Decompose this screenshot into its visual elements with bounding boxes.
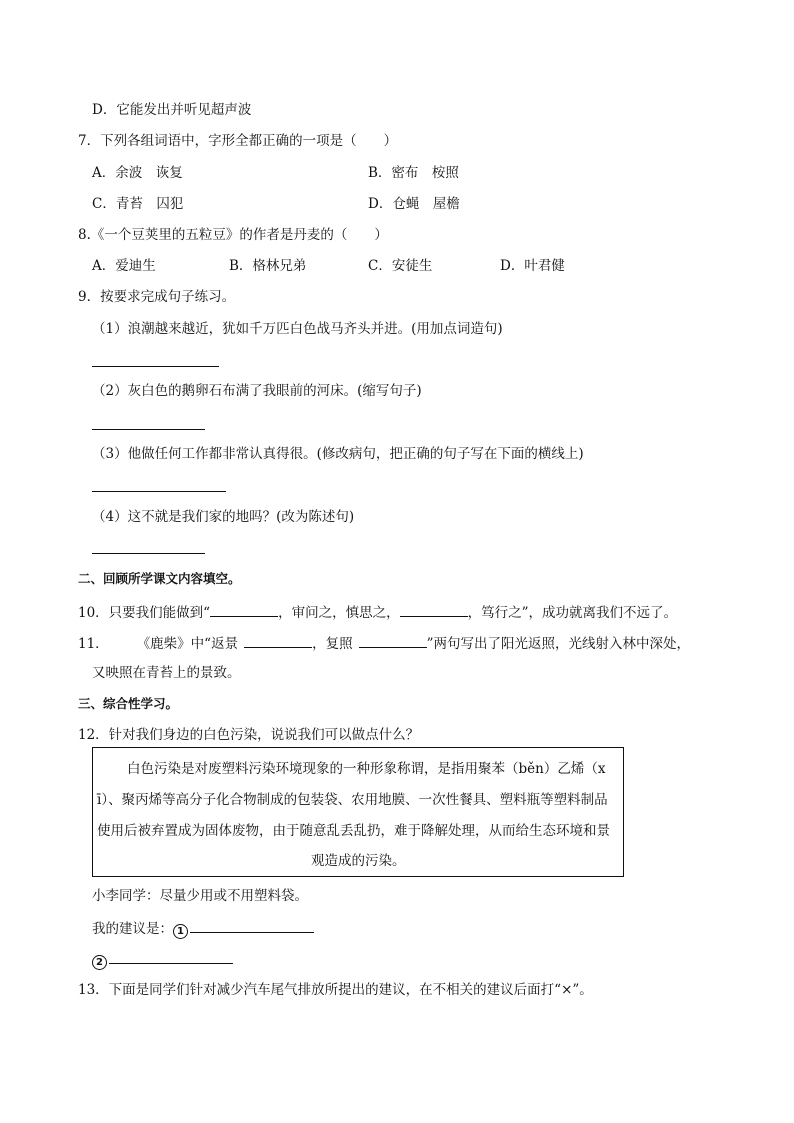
q9-answer-line-3[interactable] (92, 491, 226, 492)
q12-passage-line-4: 观造成的污染。 (311, 853, 406, 869)
circled-two-icon: 2 (92, 955, 107, 970)
q10-blank-1[interactable] (210, 602, 278, 617)
q12-answer-line-2[interactable] (109, 949, 233, 964)
q10-text-2: ，审问之，慎思之， (278, 605, 400, 621)
q6-option-d: D．它能发出并听见超声波 (92, 102, 252, 118)
q10 (78, 602, 677, 622)
q9-answer-line-2[interactable] (92, 429, 205, 430)
q10-text-1: 10．只要我们能做到“ (78, 605, 211, 621)
q7-option-b: B．密布 桉照 (368, 165, 459, 181)
q11-number: 11． (78, 636, 109, 652)
q9-answer-line-4[interactable] (92, 553, 205, 554)
q11-blank-1[interactable] (244, 633, 312, 648)
q9-stem: 9．按要求完成句子练习。 (78, 289, 236, 305)
q9-item-2: （2）灰白色的鹅卵石布满了我眼前的河床。(缩写句子) (92, 383, 422, 399)
q10-blank-2[interactable] (400, 602, 468, 617)
q9-answer-line-1[interactable] (92, 366, 219, 367)
q11-text-1: 《鹿柴》中“返景 (136, 636, 239, 652)
section-3-title: 三、综合性学习。 (78, 696, 179, 711)
q11-blank-2[interactable] (359, 633, 427, 648)
q12-answer-line-1[interactable] (190, 918, 314, 933)
q8-option-a: A．爱迪生 (92, 258, 156, 274)
q12-suggestion-1 (92, 918, 314, 939)
q11-line-2: 又映照在青苔上的景致。 (92, 665, 241, 681)
q8-option-b: B．格林兄弟 (229, 258, 307, 274)
q7-option-a: A．余波 诙复 (92, 165, 183, 181)
q12-suggestion-2 (92, 949, 233, 970)
q12-my-suggestion-label: 我的建议是： (92, 921, 173, 937)
q12-stem: 12．针对我们身边的白色污染，说说我们可以做点什么？ (78, 727, 420, 743)
q12-xiaoli: 小李同学：尽量少用或不用塑料袋。 (92, 888, 308, 904)
circled-one-icon: 1 (173, 924, 188, 939)
q11 (78, 633, 690, 653)
q9-item-1: （1）浪潮越来越近，犹如千万匹白色战马齐头并进。(用加点词造句) (92, 321, 503, 337)
q8-stem: 8.《一个豆荚里的五粒豆》的作者是丹麦的（ ） (78, 227, 388, 243)
q7-stem: 7．下列各组词语中，字形全都正确的一项是（ ） (78, 133, 398, 149)
q13-stem: 13．下面是同学们针对减少汽车尾气排放所提出的建议，在不相关的建议后面打“×”。 (78, 982, 593, 998)
q9-item-4: （4）这不就是我们家的地吗？(改为陈述句) (92, 509, 355, 525)
q8-option-d: D．叶君健 (500, 258, 565, 274)
q12-passage-box (92, 747, 624, 877)
q12-passage-line-3: 使用后被弃置成为固体废物，由于随意乱丢乱扔，难于降解处理，从而给生态环境和景 (97, 823, 610, 839)
q12-passage-line-1: 白色污染是对废塑料污染环境现象的一种形象称谓，是指用聚苯（běn）乙烯（x (127, 761, 606, 777)
q12-passage-line-2: ī）、聚丙烯等高分子化合物制成的包装袋、农用地膜、一次性餐具、塑料瓶等塑料制品 (97, 792, 608, 808)
q8-option-c: C．安徒生 (368, 258, 433, 274)
section-2-title: 二、回顾所学课文内容填空。 (78, 571, 241, 586)
q7-option-c: C．青苔 囚犯 (92, 196, 184, 212)
q7-option-d: D．仓蝇 屋檐 (368, 196, 460, 212)
q9-item-3: （3）他做任何工作都非常认真得很。(修改病句，把正确的句子写在下面的横线上) (92, 446, 584, 462)
q10-text-3: ，笃行之”，成功就离我们不远了。 (467, 605, 677, 621)
q11-text-2: ，复照 (312, 636, 353, 652)
q11-text-3: ”两句写出了阳光返照，光线射入林中深处， (426, 636, 690, 652)
